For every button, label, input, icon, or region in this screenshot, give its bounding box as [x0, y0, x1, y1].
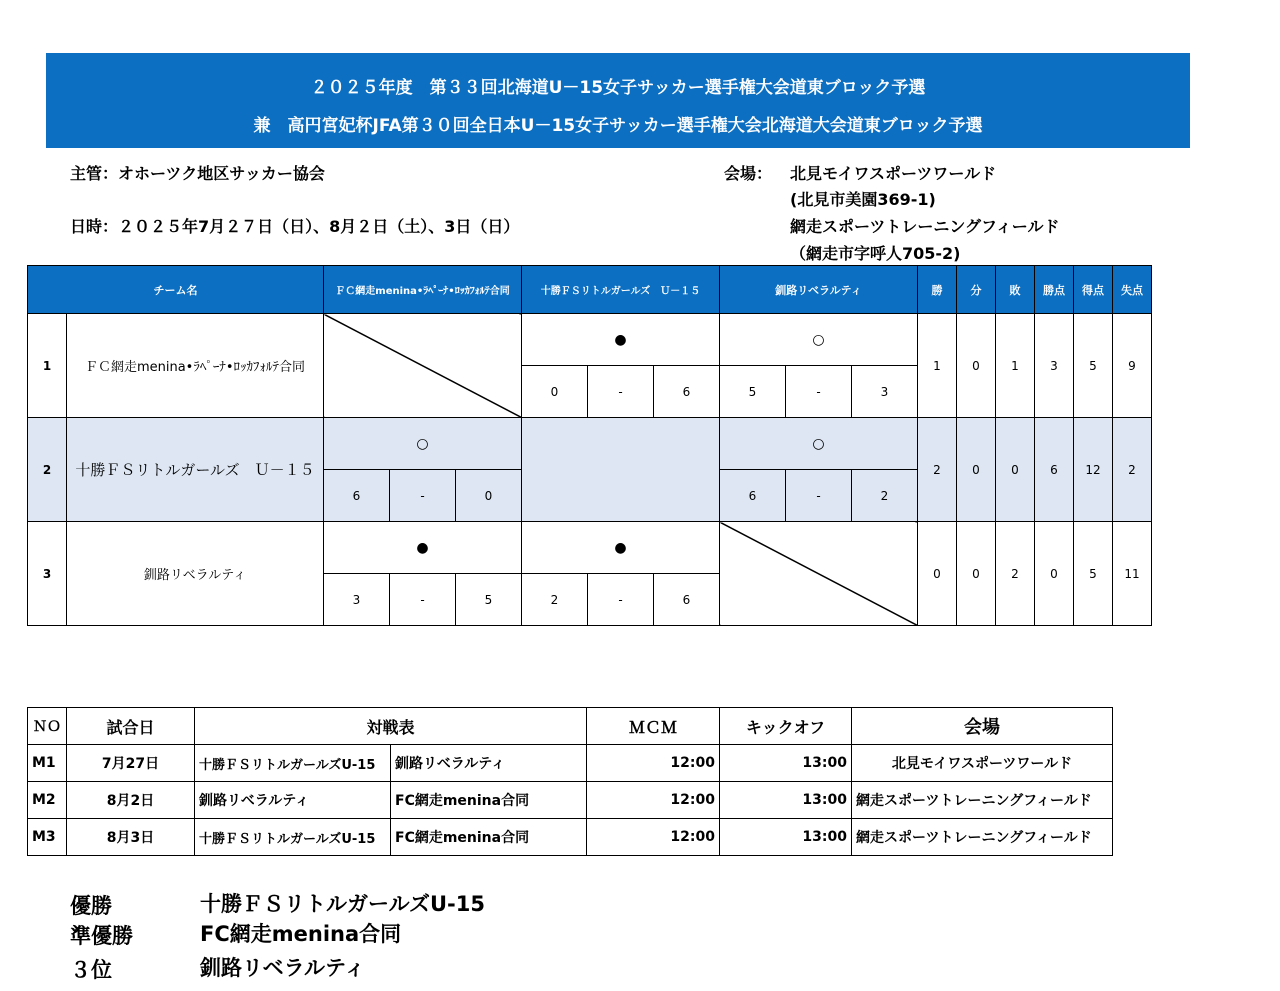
- result-team-1st: 十勝ＦＳリトルガールズU-15: [200, 892, 485, 916]
- match-date: 8月2日: [67, 782, 195, 819]
- score-for: 2: [522, 574, 588, 626]
- match-venue: 北見モイワスポーツワールド: [852, 745, 1113, 782]
- match-no: M2: [28, 782, 67, 819]
- match-kickoff: 13:00: [720, 819, 852, 856]
- title-line-2: 兼 高円宮妃杯JFA第３０回全日本U－15女子サッカー選手権大会北海道大会道東ブロック予選: [253, 116, 983, 136]
- header-team: チーム名: [28, 266, 324, 314]
- result-team-3rd: 釧路リベラルティ: [200, 956, 366, 980]
- match-venue: 網走スポーツトレーニングフィールド: [852, 819, 1113, 856]
- result-label-1st: 優勝: [70, 894, 112, 918]
- title-banner: [46, 53, 1190, 148]
- score-for: 3: [324, 574, 390, 626]
- venue-label: 会場：: [724, 164, 773, 183]
- match-away: FC網走menina合同: [391, 819, 587, 856]
- draws: 0: [957, 418, 996, 522]
- team-name: 釧路リベラルティ: [67, 522, 324, 626]
- match-date: 8月3日: [67, 819, 195, 856]
- self-diagonal-cell: [522, 418, 720, 522]
- header-opponent-1: ＦＣ網走menina•ﾗﾍﾟｰﾅ•ﾛｯｶﾌｫﾙﾃ合同: [324, 266, 522, 314]
- league-row-1: [28, 314, 1152, 366]
- result-label-3rd: ３位: [70, 958, 112, 982]
- header-kickoff: キックオフ: [720, 708, 852, 745]
- match-mcm: 12:00: [587, 782, 720, 819]
- result-mark: ●: [522, 522, 720, 574]
- venue-2-name: 網走スポーツトレーニングフィールド: [790, 217, 1060, 236]
- rank: 3: [28, 522, 67, 626]
- losses: 0: [996, 418, 1035, 522]
- score-for: 6: [324, 470, 390, 522]
- team-name: 十勝ＦＳリトルガールズ Ｕ－１５: [67, 418, 324, 522]
- header-date: 試合日: [67, 708, 195, 745]
- goals-for: 5: [1074, 522, 1113, 626]
- header-win: 勝: [918, 266, 957, 314]
- score-against: 5: [456, 574, 522, 626]
- header-match: 対戦表: [195, 708, 587, 745]
- venue-2-address: （網走市字呼人705-2): [790, 244, 961, 263]
- venue-1-name: 北見モイワスポーツワールド: [790, 164, 997, 183]
- team-name: ＦＣ網走menina•ﾗﾍﾟｰﾅ•ﾛｯｶﾌｫﾙﾃ合同: [67, 314, 324, 418]
- match-home: 釧路リベラルティ: [195, 782, 391, 819]
- league-header-row: [28, 266, 1152, 314]
- schedule-row-1: [28, 745, 1113, 782]
- league-row-3: [28, 522, 1152, 574]
- score-for: 6: [720, 470, 786, 522]
- draws: 0: [957, 522, 996, 626]
- venue-1-address: (北見市美園369-1): [790, 190, 936, 209]
- match-no: M3: [28, 819, 67, 856]
- result-mark: ○: [720, 418, 918, 470]
- goals-against: 9: [1113, 314, 1152, 418]
- goals-for: 12: [1074, 418, 1113, 522]
- score-for: 5: [720, 366, 786, 418]
- schedule-table: [27, 707, 1113, 856]
- header-no: ＮＯ: [28, 708, 67, 745]
- match-mcm: 12:00: [587, 819, 720, 856]
- score-for: 0: [522, 366, 588, 418]
- score-separator: -: [786, 470, 852, 522]
- score-separator: -: [588, 366, 654, 418]
- goals-against: 11: [1113, 522, 1152, 626]
- rank: 1: [28, 314, 67, 418]
- dates-text: 日時：２０２５年7月２７日（日）、8月２日（土）、3日（日）: [70, 217, 520, 236]
- wins: 0: [918, 522, 957, 626]
- score-against: 0: [456, 470, 522, 522]
- score-against: 3: [852, 366, 918, 418]
- league-table: [27, 265, 1152, 626]
- match-no: M1: [28, 745, 67, 782]
- score-separator: -: [588, 574, 654, 626]
- points: 3: [1035, 314, 1074, 418]
- match-home: 十勝ＦＳリトルガールズU-15: [195, 745, 391, 782]
- match-kickoff: 13:00: [720, 782, 852, 819]
- score-against: 2: [852, 470, 918, 522]
- wins: 1: [918, 314, 957, 418]
- points: 0: [1035, 522, 1074, 626]
- schedule-row-2: [28, 782, 1113, 819]
- wins: 2: [918, 418, 957, 522]
- match-mcm: 12:00: [587, 745, 720, 782]
- goals-against: 2: [1113, 418, 1152, 522]
- score-against: 6: [654, 366, 720, 418]
- match-away: FC網走menina合同: [391, 782, 587, 819]
- draws: 0: [957, 314, 996, 418]
- header-draw: 分: [957, 266, 996, 314]
- result-mark: ●: [522, 314, 720, 366]
- losses: 1: [996, 314, 1035, 418]
- schedule-row-3: [28, 819, 1113, 856]
- header-mcm: ＭＣＭ: [587, 708, 720, 745]
- score-separator: -: [786, 366, 852, 418]
- header-loss: 敗: [996, 266, 1035, 314]
- rank: 2: [28, 418, 67, 522]
- title-line-1: ２０２５年度 第３３回北海道U－15女子サッカー選手権大会道東ブロック予選: [310, 78, 926, 98]
- score-separator: -: [390, 470, 456, 522]
- organizer-text: 主管：オホーツク地区サッカー協会: [70, 164, 325, 183]
- result-mark: ●: [324, 522, 522, 574]
- match-venue: 網走スポーツトレーニングフィールド: [852, 782, 1113, 819]
- result-label-2nd: 準優勝: [70, 924, 133, 948]
- points: 6: [1035, 418, 1074, 522]
- score-separator: -: [390, 574, 456, 626]
- header-points: 勝点: [1035, 266, 1074, 314]
- self-diagonal-cell: [324, 314, 522, 418]
- result-team-2nd: FC網走menina合同: [200, 922, 402, 946]
- header-opponent-3: 釧路リベラルティ: [720, 266, 918, 314]
- losses: 2: [996, 522, 1035, 626]
- match-home: 十勝ＦＳリトルガールズU-15: [195, 819, 391, 856]
- score-against: 6: [654, 574, 720, 626]
- header-goals-for: 得点: [1074, 266, 1113, 314]
- header-opponent-2: 十勝ＦＳリトルガールズ Ｕ－１５: [522, 266, 720, 314]
- goals-for: 5: [1074, 314, 1113, 418]
- match-away: 釧路リベラルティ: [391, 745, 587, 782]
- header-goals-against: 失点: [1113, 266, 1152, 314]
- schedule-header-row: [28, 708, 1113, 745]
- header-venue: 会場: [852, 708, 1113, 745]
- result-mark: ○: [324, 418, 522, 470]
- match-date: 7月27日: [67, 745, 195, 782]
- self-diagonal-cell: [720, 522, 918, 626]
- result-mark: ○: [720, 314, 918, 366]
- match-kickoff: 13:00: [720, 745, 852, 782]
- league-row-2: [28, 418, 1152, 470]
